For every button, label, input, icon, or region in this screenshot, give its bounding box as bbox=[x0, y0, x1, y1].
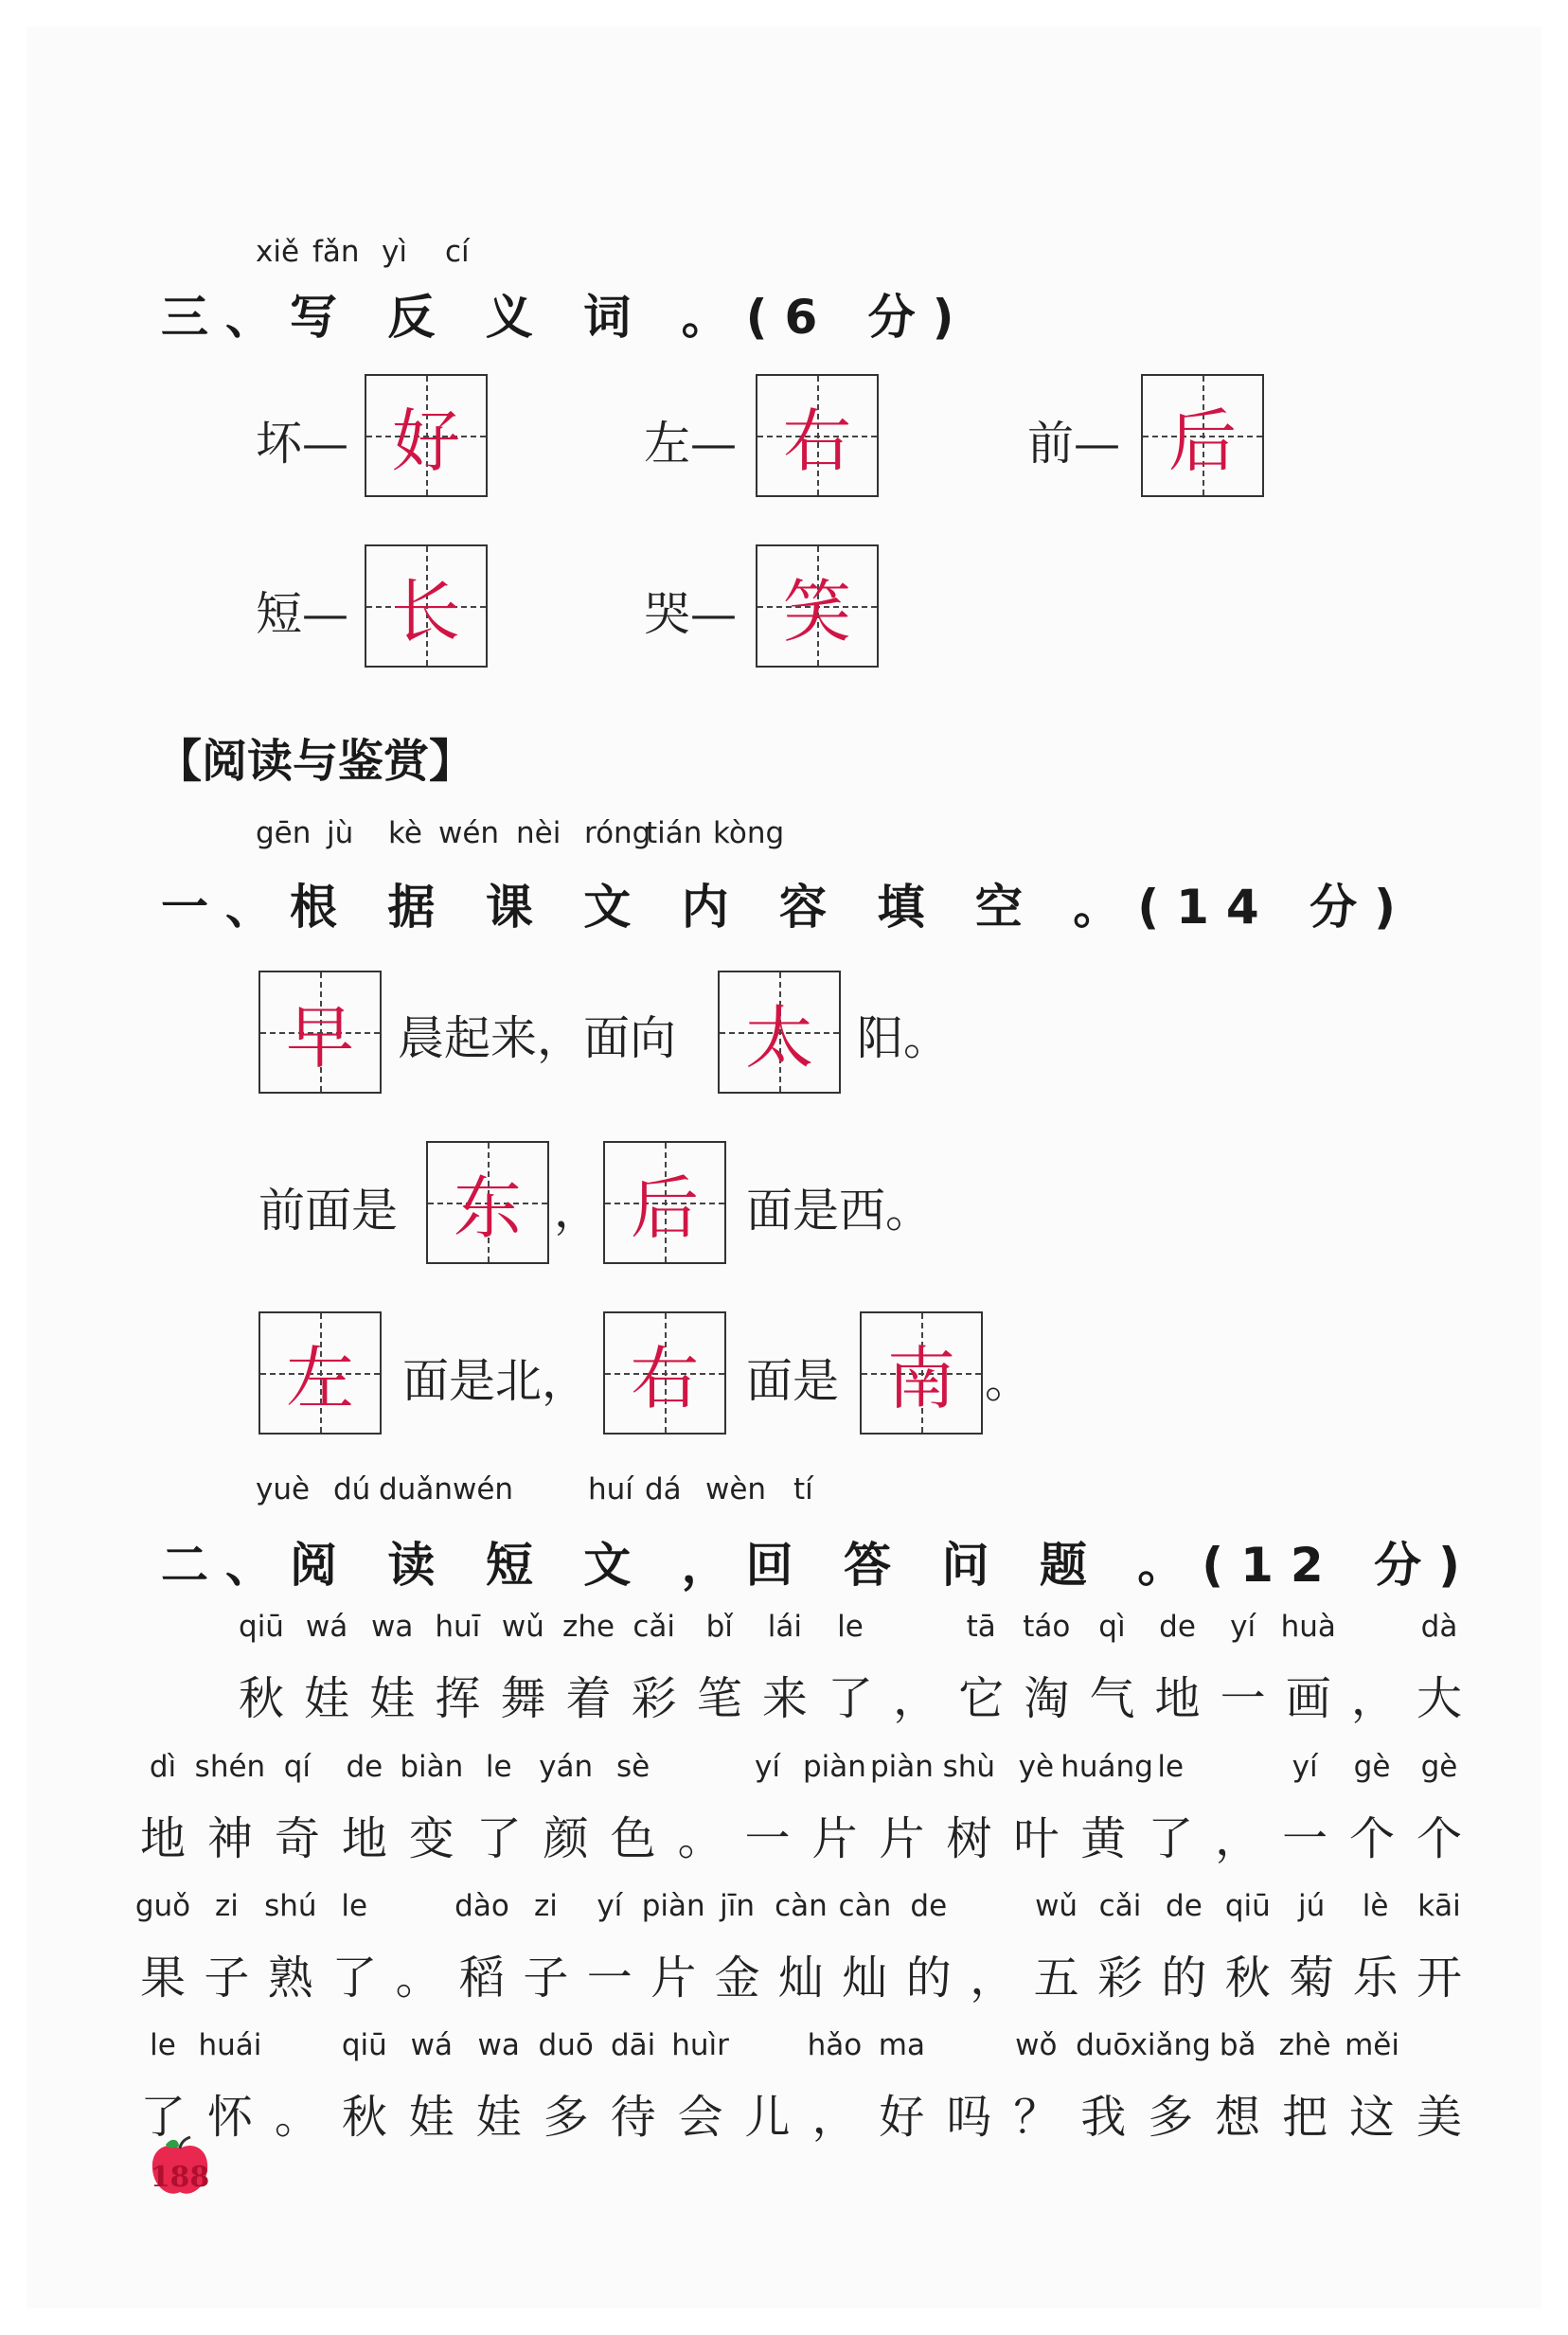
antonym-word: 左— bbox=[644, 417, 738, 471]
passage-char: 菊 bbox=[1289, 1952, 1335, 2005]
pinyin-syllable: le bbox=[150, 2028, 176, 2062]
pinyin-syllable: wén bbox=[438, 816, 500, 850]
pinyin-syllable: yí bbox=[1230, 1610, 1256, 1644]
pinyin-syllable: càn bbox=[838, 1889, 892, 1923]
pinyin-syllable: xiǎng bbox=[1130, 2028, 1211, 2062]
answer-box[interactable] bbox=[365, 374, 488, 497]
passage-char: 儿 bbox=[744, 2091, 791, 2144]
pinyin-syllable: róng bbox=[584, 816, 651, 850]
pinyin-syllable: gè bbox=[1353, 1750, 1391, 1784]
pinyin-syllable: le bbox=[485, 1750, 512, 1784]
passage-char: 彩 bbox=[631, 1672, 677, 1725]
passage-char: 神 bbox=[206, 1812, 253, 1865]
passage-char: 一 bbox=[1220, 1672, 1266, 1725]
passage-char: 树 bbox=[946, 1812, 992, 1865]
passage-char: 想 bbox=[1215, 2091, 1261, 2144]
pinyin-syllable: wǔ bbox=[1035, 1889, 1078, 1923]
passage-char: 片 bbox=[879, 1812, 925, 1865]
passage-char: 子 bbox=[204, 1952, 250, 2005]
answer-char: 早 bbox=[285, 998, 354, 1078]
pinyin-syllable: kòng bbox=[713, 816, 785, 850]
passage-char: 个 bbox=[1417, 1812, 1463, 1865]
pinyin-syllable: shú bbox=[264, 1889, 317, 1923]
passage-char: 开 bbox=[1417, 1952, 1463, 2005]
pinyin-syllable: tā bbox=[966, 1610, 996, 1644]
answer-box[interactable] bbox=[603, 1141, 726, 1264]
pinyin-syllable: guǒ bbox=[134, 1889, 191, 1923]
pinyin-syllable: sè bbox=[616, 1750, 650, 1784]
passage-char: ？ bbox=[1013, 2091, 1060, 2144]
passage-char: 。 bbox=[274, 2091, 320, 2144]
answer-box[interactable] bbox=[718, 971, 841, 1094]
fill-text: 阳。 bbox=[857, 1011, 951, 1065]
passage-char: 灿 bbox=[842, 1952, 888, 2005]
q1-title: 一、根 据 课 文 内 容 填 空 。(14 分) bbox=[161, 880, 1413, 935]
pinyin-syllable: dà bbox=[1420, 1610, 1458, 1644]
passage-char: 一 bbox=[586, 1952, 633, 2005]
answer-char: 后 bbox=[630, 1168, 699, 1248]
passage-char: 怀 bbox=[206, 2091, 253, 2144]
passage-char: 舞 bbox=[500, 1672, 546, 1725]
passage-char: 一 bbox=[744, 1812, 791, 1865]
section3-title: 三、写 反 义 词 。(6 分) bbox=[161, 290, 971, 345]
pinyin-syllable: qiū bbox=[1224, 1889, 1271, 1923]
passage-char: 娃 bbox=[408, 2091, 454, 2144]
pinyin-syllable: táo bbox=[1023, 1610, 1071, 1644]
answer-box[interactable] bbox=[603, 1311, 726, 1435]
pinyin-syllable: gēn bbox=[256, 816, 312, 850]
passage-char: 大 bbox=[1417, 1672, 1463, 1725]
pinyin-syllable: qiū bbox=[239, 1610, 284, 1644]
pinyin-syllable: tí bbox=[793, 1472, 813, 1506]
fill-text: ， bbox=[554, 1184, 601, 1238]
passage-char: 好 bbox=[879, 2091, 925, 2144]
passage-char: 。 bbox=[677, 1812, 723, 1865]
passage-char: 的 bbox=[1161, 1952, 1207, 2005]
pinyin-syllable: ma bbox=[878, 2028, 925, 2062]
answer-char: 长 bbox=[391, 572, 460, 651]
pinyin-syllable: yán bbox=[539, 1750, 594, 1784]
passage-char: 多 bbox=[1148, 2091, 1194, 2144]
passage-char: 画 bbox=[1285, 1672, 1331, 1725]
pinyin-syllable: cí bbox=[445, 235, 470, 269]
passage-char: 子 bbox=[523, 1952, 569, 2005]
antonym-word: 坏— bbox=[256, 417, 349, 471]
pinyin-syllable: huáng bbox=[1060, 1750, 1153, 1784]
passage-char: 叶 bbox=[1013, 1812, 1060, 1865]
pinyin-syllable: fǎn bbox=[312, 235, 360, 269]
passage-char: 乐 bbox=[1352, 1952, 1399, 2005]
answer-char: 好 bbox=[391, 401, 460, 481]
pinyin-syllable: shù bbox=[942, 1750, 996, 1784]
pinyin-syllable: zhe bbox=[562, 1610, 615, 1644]
pinyin-syllable: yì bbox=[382, 235, 407, 269]
pinyin-syllable: de bbox=[910, 1889, 948, 1923]
pinyin-syllable: le bbox=[341, 1889, 368, 1923]
fill-text: 晨起来，面向 bbox=[398, 1011, 677, 1065]
q2-title: 二、阅 读 短 文 ，回 答 问 题 。(12 分) bbox=[161, 1538, 1477, 1593]
pinyin-syllable: dāi bbox=[610, 2028, 656, 2062]
pinyin-syllable: wèn bbox=[705, 1472, 767, 1506]
answer-char: 太 bbox=[744, 998, 813, 1078]
pinyin-syllable: duō bbox=[538, 2028, 594, 2062]
fill-text: 前面是 bbox=[258, 1184, 399, 1238]
passage-char: ， bbox=[1215, 1812, 1261, 1865]
pinyin-syllable: huī bbox=[435, 1610, 481, 1644]
passage-char: 黄 bbox=[1080, 1812, 1127, 1865]
pinyin-syllable: zi bbox=[533, 1889, 558, 1923]
passage-char: 金 bbox=[714, 1952, 760, 2005]
passage-char: 气 bbox=[1089, 1672, 1135, 1725]
pinyin-syllable: de bbox=[1166, 1889, 1203, 1923]
pinyin-syllable: tián bbox=[646, 816, 703, 850]
passage-char: 秋 bbox=[341, 2091, 387, 2144]
passage-char: 灿 bbox=[778, 1952, 825, 2005]
antonym-word: 哭— bbox=[644, 587, 738, 641]
pinyin-syllable: dú bbox=[333, 1472, 371, 1506]
passage-char: 一 bbox=[1282, 1812, 1328, 1865]
passage-char: 娃 bbox=[475, 2091, 522, 2144]
answer-box[interactable] bbox=[426, 1141, 549, 1264]
pinyin-syllable: de bbox=[1159, 1610, 1196, 1644]
pinyin-syllable: zi bbox=[214, 1889, 239, 1923]
pinyin-syllable: duō bbox=[1076, 2028, 1131, 2062]
pinyin-syllable: měi bbox=[1345, 2028, 1399, 2062]
answer-char: 笑 bbox=[782, 572, 851, 651]
pinyin-syllable: xiě bbox=[256, 235, 300, 269]
passage-char: 把 bbox=[1282, 2091, 1328, 2144]
passage-char: 地 bbox=[1154, 1672, 1201, 1725]
passage-char: 了 bbox=[331, 1952, 378, 2005]
pinyin-syllable: le bbox=[837, 1610, 864, 1644]
fill-text: 面是北， bbox=[402, 1354, 589, 1408]
passage-char: 的 bbox=[905, 1952, 952, 2005]
pinyin-syllable: dì bbox=[149, 1750, 177, 1784]
pinyin-syllable: yuè bbox=[256, 1472, 311, 1506]
antonym-word: 前— bbox=[1027, 417, 1121, 471]
passage-char: 挥 bbox=[435, 1672, 481, 1725]
fill-text: 。 bbox=[985, 1354, 1032, 1408]
passage-char: 地 bbox=[341, 1812, 387, 1865]
passage-char: 秋 bbox=[1224, 1952, 1271, 2005]
passage-char: ， bbox=[970, 1952, 1016, 2005]
pinyin-syllable: piàn bbox=[869, 1750, 934, 1784]
pinyin-syllable: wǔ bbox=[501, 1610, 544, 1644]
pinyin-syllable: wǒ bbox=[1015, 2028, 1058, 2062]
pinyin-syllable: jīn bbox=[720, 1889, 756, 1923]
pinyin-syllable: gè bbox=[1420, 1750, 1458, 1784]
passage-char: ， bbox=[1350, 1672, 1397, 1725]
passage-char: 色 bbox=[610, 1812, 656, 1865]
answer-box[interactable] bbox=[1141, 374, 1264, 497]
pinyin-syllable: wá bbox=[305, 1610, 348, 1644]
passage-char: 会 bbox=[677, 2091, 723, 2144]
answer-char: 后 bbox=[1167, 401, 1237, 481]
reading-header: 【阅读与鉴赏】 bbox=[156, 735, 475, 788]
passage-char: 来 bbox=[761, 1672, 808, 1725]
answer-char: 南 bbox=[886, 1339, 955, 1418]
passage-char: 熟 bbox=[267, 1952, 313, 2005]
passage-char: 片 bbox=[811, 1812, 858, 1865]
answer-char: 左 bbox=[285, 1339, 354, 1418]
pinyin-syllable: duǎn bbox=[379, 1472, 453, 1506]
pinyin-syllable: kāi bbox=[1417, 1889, 1461, 1923]
passage-char: 彩 bbox=[1097, 1952, 1144, 2005]
answer-box[interactable] bbox=[258, 1311, 382, 1435]
passage-char: 着 bbox=[565, 1672, 612, 1725]
pinyin-syllable: qì bbox=[1098, 1610, 1126, 1644]
passage-char: 个 bbox=[1349, 1812, 1396, 1865]
pinyin-syllable: lè bbox=[1362, 1889, 1389, 1923]
answer-char: 右 bbox=[630, 1339, 699, 1418]
passage-char: 片 bbox=[650, 1952, 697, 2005]
fill-text: 面是 bbox=[746, 1354, 840, 1408]
pinyin-syllable: wén bbox=[453, 1472, 514, 1506]
passage-char: 地 bbox=[140, 1812, 187, 1865]
pinyin-syllable: le bbox=[1157, 1750, 1185, 1784]
passage-char: 娃 bbox=[304, 1672, 350, 1725]
pinyin-syllable: huí bbox=[588, 1472, 633, 1506]
passage-char: 奇 bbox=[274, 1812, 320, 1865]
pinyin-syllable: de bbox=[346, 1750, 383, 1784]
passage-char: 淘 bbox=[1024, 1672, 1070, 1725]
pinyin-syllable: cǎi bbox=[1098, 1889, 1142, 1923]
passage-char: 吗 bbox=[946, 2091, 992, 2144]
pinyin-syllable: yí bbox=[755, 1750, 780, 1784]
pinyin-syllable: nèi bbox=[516, 816, 561, 850]
pinyin-syllable: lái bbox=[767, 1610, 802, 1644]
passage-char: 了 bbox=[140, 2091, 187, 2144]
passage-char: 待 bbox=[610, 2091, 656, 2144]
pinyin-syllable: qí bbox=[283, 1750, 312, 1784]
passage-char: 秋 bbox=[239, 1672, 285, 1725]
passage-char: 它 bbox=[958, 1672, 1005, 1725]
passage-char: 果 bbox=[140, 1952, 187, 2005]
passage-char: 我 bbox=[1080, 2091, 1127, 2144]
passage-char: 这 bbox=[1349, 2091, 1396, 2144]
passage-char: 美 bbox=[1417, 2091, 1463, 2144]
passage-char: 稻 bbox=[459, 1952, 506, 2005]
passage-char: 了 bbox=[475, 1812, 522, 1865]
answer-box[interactable] bbox=[860, 1311, 983, 1435]
pinyin-syllable: biàn bbox=[400, 1750, 464, 1784]
pinyin-syllable: jú bbox=[1298, 1889, 1326, 1923]
answer-box[interactable] bbox=[756, 544, 879, 668]
pinyin-syllable: wa bbox=[477, 2028, 520, 2062]
passage-char: 颜 bbox=[543, 1812, 589, 1865]
pinyin-syllable: jù bbox=[327, 816, 354, 850]
pinyin-syllable: dào bbox=[454, 1889, 509, 1923]
passage-char: 变 bbox=[408, 1812, 454, 1865]
pinyin-syllable: wa bbox=[371, 1610, 414, 1644]
page-number: 188 bbox=[150, 2161, 210, 2194]
passage-char: 了 bbox=[828, 1672, 874, 1725]
pinyin-syllable: yè bbox=[1018, 1750, 1055, 1784]
pinyin-syllable: càn bbox=[775, 1889, 828, 1923]
passage-char: ， bbox=[893, 1672, 939, 1725]
passage-char: 笔 bbox=[696, 1672, 742, 1725]
pinyin-syllable: qiū bbox=[341, 2028, 387, 2062]
passage-char: 多 bbox=[543, 2091, 589, 2144]
answer-box[interactable] bbox=[258, 971, 382, 1094]
antonym-word: 短— bbox=[256, 587, 349, 641]
passage-char: 。 bbox=[395, 1952, 441, 2005]
pinyin-syllable: yí bbox=[597, 1889, 623, 1923]
answer-box[interactable] bbox=[365, 544, 488, 668]
pinyin-syllable: piàn bbox=[641, 1889, 705, 1923]
pinyin-syllable: dá bbox=[645, 1472, 682, 1506]
pinyin-syllable: huà bbox=[1280, 1610, 1336, 1644]
fill-text: 面是西。 bbox=[746, 1184, 933, 1238]
pinyin-syllable: shén bbox=[194, 1750, 266, 1784]
pinyin-syllable: piàn bbox=[803, 1750, 866, 1784]
passage-char: ， bbox=[811, 2091, 858, 2144]
passage-char: 娃 bbox=[369, 1672, 416, 1725]
pinyin-syllable: kè bbox=[388, 816, 422, 850]
pinyin-syllable: huìr bbox=[671, 2028, 729, 2062]
pinyin-syllable: huái bbox=[198, 2028, 262, 2062]
answer-char: 东 bbox=[453, 1168, 522, 1248]
pinyin-syllable: cǎi bbox=[633, 1610, 675, 1644]
pinyin-syllable: wá bbox=[410, 2028, 453, 2062]
pinyin-syllable: hǎo bbox=[807, 2028, 863, 2062]
pinyin-syllable: bǐ bbox=[705, 1610, 733, 1644]
pinyin-syllable: bǎ bbox=[1219, 2028, 1256, 2062]
pinyin-syllable: zhè bbox=[1278, 2028, 1331, 2062]
passage-char: 了 bbox=[1148, 1812, 1194, 1865]
passage-char: 五 bbox=[1033, 1952, 1079, 2005]
answer-char: 右 bbox=[782, 401, 851, 481]
pinyin-syllable: yí bbox=[1292, 1750, 1318, 1784]
answer-box[interactable] bbox=[756, 374, 879, 497]
